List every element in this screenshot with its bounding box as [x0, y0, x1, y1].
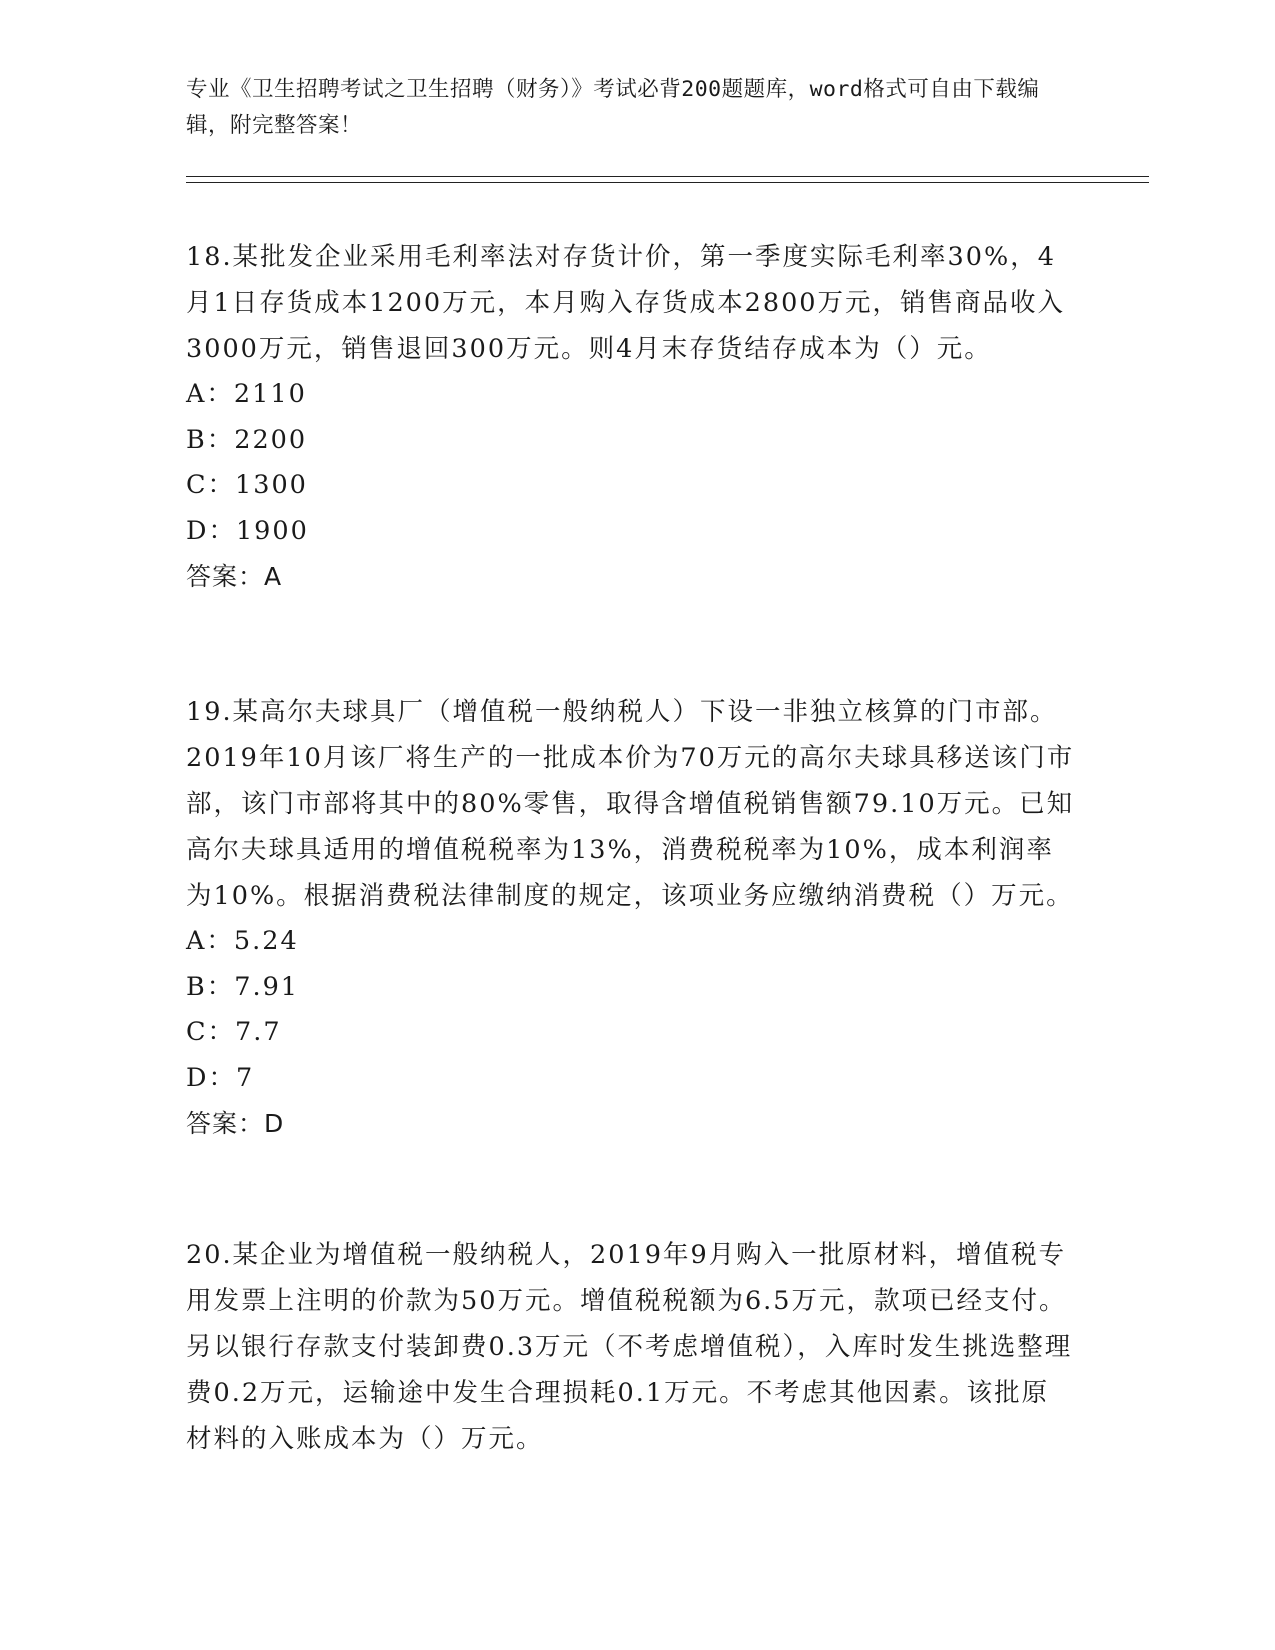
option-d: D：1900: [186, 515, 309, 546]
option-a: A：5.24: [186, 926, 299, 956]
question-19: [186, 689, 1076, 1146]
answer-line: 答案：A: [186, 562, 283, 591]
answer-line: 答案：D: [186, 1109, 285, 1138]
question-20: [186, 1232, 1076, 1462]
question-stem: 19.某高尔夫球具厂（增值税一般纳税人）下设一非独立核算的门市部。2019年10月该厂将生产的一批成本价为70万元的高尔夫球具移送该门市部，该门市部将其中的80%零售，取得含增值税销售额79.10万元。已知高尔夫球具适用的增值税税率为13%，消费税税率为10%，成本利润率为10%。根据消费税法律制度的规定，该项业务应缴纳消费税（）万元。: [186, 697, 1075, 911]
question-18: [186, 234, 1076, 599]
document-header: 专业《卫生招聘考试之卫生招聘（财务）》考试必背200题题库，word格式可自由下载编辑，附完整答案！: [186, 77, 1040, 138]
option-b: B：2200: [186, 424, 308, 455]
option-c: C：7.7: [186, 1017, 282, 1047]
option-b: B：7.91: [186, 971, 300, 1002]
header-divider: [186, 176, 1149, 183]
question-stem: 18.某批发企业采用毛利率法对存货计价，第一季度实际毛利率30%，4月1日存货成本1200万元，本月购入存货成本2800万元，销售商品收入3000万元，销售退回300万元。则4月末存货结存成本为（）元。: [186, 242, 1066, 364]
question-stem: 20.某企业为增值税一般纳税人，2019年9月购入一批原材料，增值税专用发票上注明的价款为50万元。增值税税额为6.5万元，款项已经支付。另以银行存款支付装卸费0.3万元（不考虑增值税），入库时发生挑选整理费0.2万元，运输途中发生合理损耗0.1万元。不考虑其他因素。该批原材料的入账成本为（）万元。: [186, 1240, 1073, 1454]
option-a: A：2110: [186, 379, 307, 409]
option-d: D：7: [186, 1062, 255, 1093]
option-c: C：1300: [186, 470, 308, 500]
